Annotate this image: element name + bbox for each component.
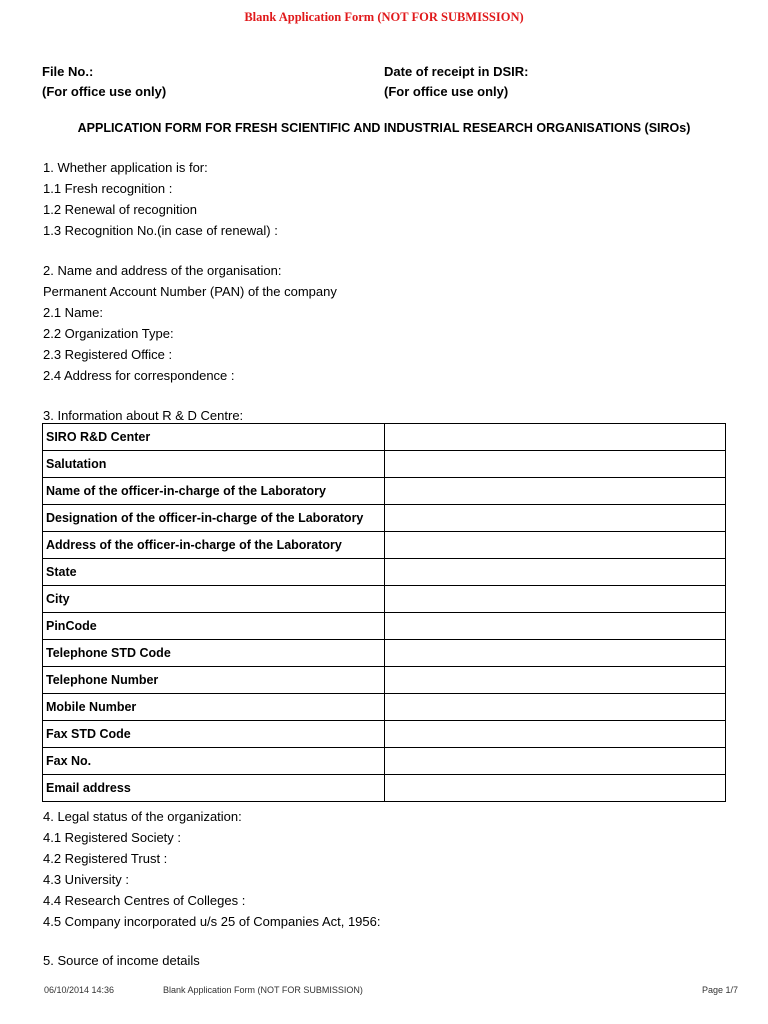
table-row-value-field[interactable] <box>384 559 726 586</box>
table-row-label: State <box>43 559 385 586</box>
footer-title: Blank Application Form (NOT FOR SUBMISSION) <box>163 985 363 995</box>
table-row-label: Fax STD Code <box>43 721 385 748</box>
list-item: Permanent Account Number (PAN) of the company <box>43 284 337 299</box>
table-row-label: Telephone Number <box>43 667 385 694</box>
table-row-label: Name of the officer-in-charge of the Laboratory <box>43 478 385 505</box>
table-row-value-field[interactable] <box>384 721 726 748</box>
table-row <box>43 586 726 613</box>
table-row <box>43 721 726 748</box>
form-title: APPLICATION FORM FOR FRESH SCIENTIFIC AND INDUSTRIAL RESEARCH ORGANISATIONS (SIROs) <box>77 121 691 135</box>
table-row <box>43 478 726 505</box>
header-note: Blank Application Form (NOT FOR SUBMISSION) <box>244 10 524 24</box>
table-row-value-field[interactable] <box>384 613 726 640</box>
file-no-block <box>42 62 166 102</box>
file-no-note: (For office use only) <box>42 84 167 99</box>
table-row-label: Address of the officer-in-charge of the Laboratory <box>43 532 385 559</box>
footer-timestamp: 06/10/2014 14:36 <box>44 985 115 995</box>
table-row-value-field[interactable] <box>384 505 726 532</box>
table-row-value-field[interactable] <box>384 694 726 721</box>
list-item: 4.5 Company incorporated u/s 25 of Companies Act, 1956: <box>43 914 381 929</box>
table-row-label: SIRO R&D Center <box>43 424 385 451</box>
table-row-value-field[interactable] <box>384 667 726 694</box>
table-row <box>43 451 726 478</box>
table-row <box>43 775 726 802</box>
table-row <box>43 559 726 586</box>
list-item: 1.2 Renewal of recognition <box>43 202 197 217</box>
table-row-value-field[interactable] <box>384 532 726 559</box>
list-item: 4.4 Research Centres of Colleges : <box>43 893 246 908</box>
list-item: 1.1 Fresh recognition : <box>43 181 173 196</box>
table-row <box>43 640 726 667</box>
table-row <box>43 667 726 694</box>
table-row-label: PinCode <box>43 613 385 640</box>
footer-page-number: Page 1/7 <box>701 985 738 995</box>
section-heading-rd-centre: 3. Information about R & D Centre: <box>43 408 244 423</box>
table-row-label: Fax No. <box>43 748 385 775</box>
section-organisation <box>43 260 337 386</box>
list-item: 4.2 Registered Trust : <box>43 851 168 866</box>
table-row-label: Email address <box>43 775 385 802</box>
table-row-label: Mobile Number <box>43 694 385 721</box>
list-item: 4.1 Registered Society : <box>43 830 182 845</box>
section-income-heading: 5. Source of income details <box>43 953 200 968</box>
list-item: 2.2 Organization Type: <box>43 326 174 341</box>
rd-centre-table <box>42 423 726 802</box>
table-row-label: Designation of the officer-in-charge of the Laboratory <box>43 505 385 532</box>
section-heading: 1. Whether application is for: <box>43 160 208 175</box>
table-row <box>43 613 726 640</box>
list-item: 2.1 Name: <box>43 305 103 320</box>
table-row-value-field[interactable] <box>384 451 726 478</box>
table-row <box>43 694 726 721</box>
section-heading: 2. Name and address of the organisation: <box>43 263 282 278</box>
list-item: 2.4 Address for correspondence : <box>43 368 235 383</box>
table-row-value-field[interactable] <box>384 748 726 775</box>
table-row-value-field[interactable] <box>384 775 726 802</box>
table-row <box>43 748 726 775</box>
table-row-value-field[interactable] <box>384 586 726 613</box>
table-row <box>43 505 726 532</box>
table-row-label: City <box>43 586 385 613</box>
list-item: 2.3 Registered Office : <box>43 347 173 362</box>
list-item: 4.3 University : <box>43 872 129 887</box>
table-row <box>43 532 726 559</box>
table-row-value-field[interactable] <box>384 640 726 667</box>
table-row-label: Telephone STD Code <box>43 640 385 667</box>
table-row-value-field[interactable] <box>384 424 726 451</box>
table-row-value-field[interactable] <box>384 478 726 505</box>
section-legal-status <box>43 806 380 932</box>
list-item: 1.3 Recognition No.(in case of renewal) : <box>43 223 278 238</box>
receipt-date-label: Date of receipt in DSIR: <box>384 64 529 79</box>
section-heading: 4. Legal status of the organization: <box>43 809 242 824</box>
table-row-label: Salutation <box>43 451 385 478</box>
file-no-label: File No.: <box>42 64 94 79</box>
section-application-type <box>43 157 278 241</box>
receipt-date-note: (For office use only) <box>384 84 509 99</box>
receipt-date-block <box>384 62 528 102</box>
table-row <box>43 424 726 451</box>
